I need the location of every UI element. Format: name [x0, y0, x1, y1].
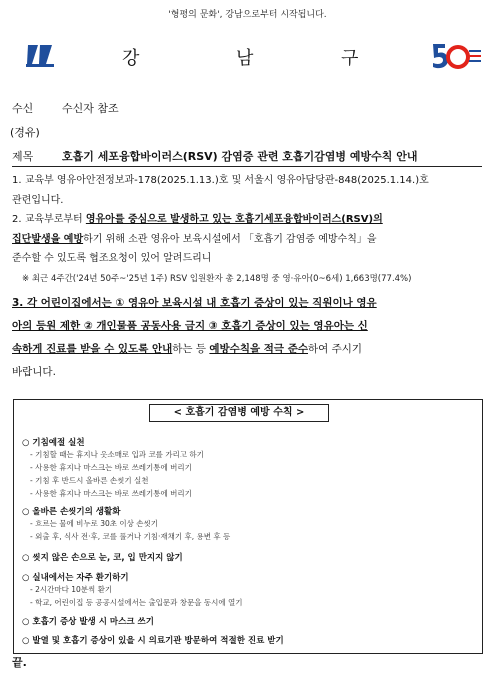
- rule-2-sub-1: - 흐르는 물에 비누로 30초 이상 손씻기: [30, 519, 158, 528]
- paragraph-1: [12, 171, 486, 210]
- paragraph-2: [12, 210, 486, 269]
- paragraph-2-prefix: 2. 교육부로부터: [12, 214, 86, 225]
- paragraph-2-emphasis-2: 집단발생을 예방: [12, 233, 84, 245]
- paragraph-2-text: 하기 위해 소관 영유아 보육시설에서 「호흡기 감염증 예방수칙」을: [83, 233, 377, 245]
- paragraph-2-emphasis-1: 영유아를 중심으로 발생하고 있는 호흡기세포융합바이러스(RSV)의: [85, 214, 383, 225]
- anniversary-50-logo-icon: [430, 40, 482, 74]
- slogan-text: '형평의 문화', 강남으로부터 시작됩니다.: [168, 10, 327, 20]
- statistics-note: ※ 최근 4주간('24년 50주~'25년 1주) RSV 입원환자 총 2,148명 중 영·유아(0~6세) 1,663명(77.4%): [22, 274, 412, 284]
- rule-4-sub-1: - 2시간마다 10분씩 환기: [30, 585, 113, 594]
- rule-1-sub-4: - 사용한 휴지나 마스크는 바로 쓰레기통에 버리기: [30, 489, 192, 498]
- paragraph-1-line-1: 1. 교육부 영유아안전정보과-178(2025.1.13.)호 및 서울시 영유아담당관-848(2025.1.14.)호: [12, 175, 429, 186]
- closing-mark: 끝.: [12, 656, 27, 669]
- rule-item-3: ○ 씻지 않은 손으로 눈, 코, 입 만지지 않기: [22, 553, 183, 563]
- paragraph-3-line-4: 바랍니다.: [12, 366, 56, 378]
- org-name-char-1: 강: [122, 48, 142, 69]
- paragraph-3-line-2: 아의 등원 제한 ② 개인물품 공동사용 금지 ③ 호흡기 증상이 있는 영유아는 신: [12, 320, 368, 332]
- paragraph-3-emphasis-1: 속하게 진료를 받을 수 있도록 안내: [12, 343, 173, 355]
- recipient-value: 수신자 참조: [62, 102, 119, 115]
- prevention-rules-title: < 호흡기 감염병 예방 수칙 >: [149, 404, 329, 422]
- rule-4-sub-2: - 학교, 어린이집 등 공공시설에서는 출입문과 창문을 동시에 열기: [30, 598, 243, 607]
- rule-item-1: ○ 기침예절 실천: [22, 438, 85, 448]
- rule-1-sub-3: - 기침 후 반드시 올바른 손씻기 실천: [30, 476, 149, 485]
- paragraph-3-text-1: 하는 등: [172, 343, 210, 355]
- paragraph-3-emphasis-2: 예방수칙을 적극 준수: [209, 343, 308, 355]
- rule-1-sub-2: - 사용한 휴지나 마스크는 바로 쓰레기통에 버리기: [30, 463, 192, 472]
- org-name-char-3: 구: [341, 48, 361, 69]
- rule-item-5: ○ 호흡기 증상 발생 시 마스크 쓰기: [22, 617, 154, 627]
- rule-1-sub-1: - 기침할 때는 휴지나 옷소매로 입과 코를 가리고 하기: [30, 450, 204, 459]
- rule-2-sub-2: - 외출 후, 식사 전·후, 코를 풀거나 기침·재채기 후, 용변 후 등: [30, 532, 231, 541]
- subject-label: 제목: [12, 150, 34, 163]
- via-label: (경유): [10, 126, 40, 139]
- rule-item-4: ○ 실내에서는 자주 환기하기: [22, 573, 129, 583]
- recipient-label: 수신: [12, 102, 34, 115]
- subject-divider: [12, 166, 482, 167]
- gangnam-logo-icon: [26, 42, 54, 68]
- paragraph-1-line-2: 관련입니다.: [12, 194, 64, 206]
- rule-item-6: ○ 발열 및 호흡기 증상이 있을 시 의료기관 방문하여 적절한 진료 받기: [22, 636, 284, 646]
- paragraph-2-line-3: 준수할 수 있도록 협조요청이 있어 알려드리니: [12, 253, 212, 264]
- paragraph-3-text-2: 하여 주시기: [308, 343, 363, 355]
- org-name-char-2: 남: [236, 48, 256, 69]
- subject-title: 호흡기 세포융합바이러스(RSV) 감염증 관련 호흡기감염병 예방수칙 안내: [62, 150, 418, 163]
- rule-item-2: ○ 올바른 손씻기의 생활화: [22, 507, 121, 517]
- paragraph-3: [12, 292, 486, 384]
- paragraph-3-line-1: 3. 각 어린이집에서는 ① 영유아 보육시설 내 호흡기 증상이 있는 직원이나 영유: [12, 297, 377, 309]
